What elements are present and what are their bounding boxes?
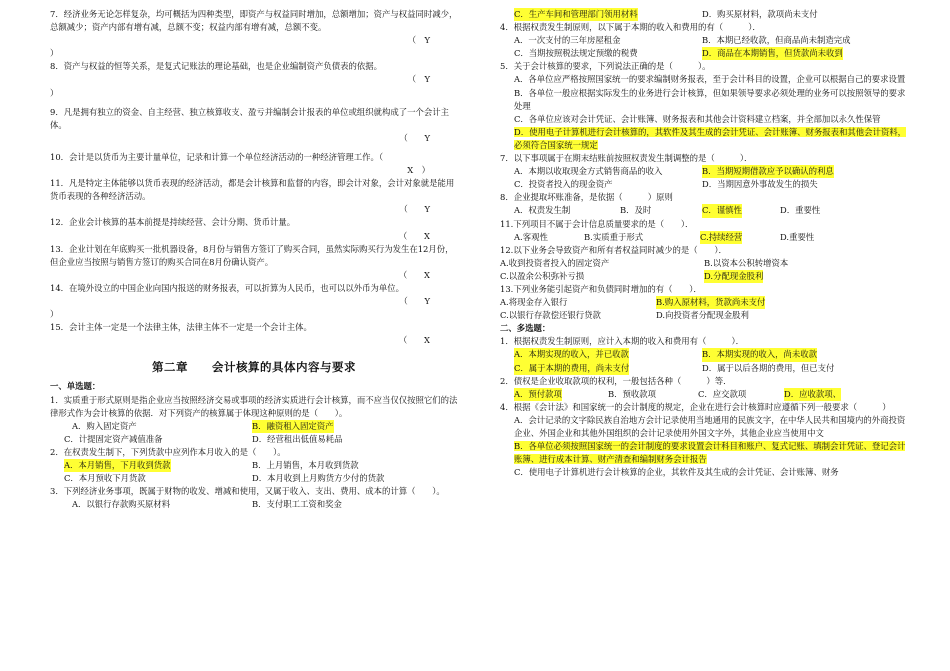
option-c: C．当期按照税法规定预缴的税费 — [514, 48, 638, 59]
option-b: B．本期实现的收入，尚未收款 — [702, 348, 817, 361]
tf-question-8: 8．资产与权益的恒等关系，是复式记账法的理论基础，也是企业编制资产负债表的依据。 — [50, 61, 382, 72]
option-a: A.收到投资者投入的固定资产 — [500, 257, 610, 268]
tf-question-9: 9．凡是拥有独立的资金、自主经营、独立核算收支、盈亏并编制会计报表的单位或组织就构成了一个会计主体。 — [50, 106, 449, 130]
sc-12-options-ab — [500, 257, 908, 270]
sc-5-option-c: C．各单位应该对会计凭证、会计账簿、财务报表和其他会计资料建立档案，并全部加以永久性保管 — [514, 113, 881, 124]
tf-question-13: 13．企业计划在年底购买一批机器设备，8月份与销售方签订了购买合同，虽然实际购买行为发生在12月份，但企业应当按照与销售方签订的购买合同在8月份确认资产。 — [50, 243, 454, 267]
mc-4-option-b: B．各单位必须按照国家统一的会计制度的要求设置会计科目和账户、复式记账、填制会计凭证、登记会计账簿、进行成本计算、财产清查和编制财务会计报告 — [514, 441, 906, 465]
sc-question-7: 7．以下事项属于在期末结账前按照权责发生制调整的是（ ）． — [500, 153, 753, 164]
option-d: D.向投资者分配现金股利 — [656, 310, 749, 321]
mc-1-options-cd — [500, 362, 908, 375]
mc-1-options-ab — [500, 348, 908, 361]
tf-question-15: 15．会计主体一定是一个法律主体，法律主体不一定是一个会计主体。 — [50, 322, 312, 333]
option-c: C．生产车间和管理部门领用材料 — [514, 8, 638, 21]
sc-13-options-ab — [500, 296, 908, 309]
option-c: C．本月预收下月货款 — [64, 473, 146, 484]
tf-question-10: 10．会计是以货币为主要计量单位，记录和计算一个单位经济活动的一种经济管理工作。（ — [50, 151, 384, 162]
option-a: A．本期以收取现金方式销售商品的收入 — [514, 166, 663, 177]
option-a: A．权责发生制 — [514, 205, 571, 216]
tf-answer-11: （ Y — [399, 204, 430, 215]
option-b: B.购入原材料，货款尚未支付 — [656, 296, 765, 309]
option-b: B．支付职工工资和奖金 — [252, 499, 342, 510]
option-d: D．属于以后各期的费用，但已支付 — [702, 362, 835, 373]
tf-question-14: 14．在境外设立的中国企业向国内报送的财务报表，可以折算为人民币，也可以以外币为单位。 — [50, 282, 405, 293]
option-b: B．融资租入固定资产 — [252, 420, 334, 433]
sc-1-options-cd — [50, 433, 458, 446]
mc-2-options — [500, 388, 908, 401]
section-single-choice: 一、单选题： — [50, 381, 101, 392]
tf-answer-12: （ X — [398, 230, 430, 241]
sc-question-12: 12.以下业务会导致资产和所有者权益同时减少的是（ ）． — [500, 244, 727, 255]
option-d: D．当期因意外事故发生的损失 — [702, 179, 818, 190]
option-c: C．谨慎性 — [702, 204, 742, 217]
tf-answer-8: （ Y — [407, 74, 430, 85]
option-b: B.以资本公积转增资本 — [704, 257, 789, 268]
option-a: A．本月销售，下月收到货款 — [64, 459, 171, 472]
option-d: D．重要性 — [780, 205, 821, 216]
tf-question-7: 7．经济业务无论怎样复杂，均可概括为四种类型，即资产与权益同时增加，总额增加；资产与权益同时减少，总额减少；资产内部有增有减，总额不变；权益内部有增有减，总额不变。 — [50, 9, 458, 33]
left-column — [50, 8, 458, 511]
mc-4-option-a: A．会计记录的文字除民族自治地方会计记录使用当地通用的民族文字，在中华人民共和国境内的外商投资企业、外国企业和其他外国组织的会计记录使用外国文字外，其他企业应当使用中文 — [514, 414, 906, 438]
sc-7-options-ab — [500, 165, 908, 178]
option-a: A．购入固定资产 — [72, 420, 137, 431]
tf-answer-9: （ Y — [399, 132, 430, 143]
sc-question-13: 13.下列业务能引起资产和负债同时增加的有（ ）． — [500, 283, 702, 294]
tf-answer-13: （ X — [398, 269, 430, 280]
sc-11-options — [500, 231, 908, 244]
option-b: B．上月销售，本月收到货款 — [252, 460, 359, 470]
sc-4-options-cd — [500, 47, 908, 60]
sc-5-option-b: B．各单位一般应根据实际发生的业务进行会计核算，但如果领导要求必须处理的业务可以按照领导的要求处理 — [514, 87, 906, 111]
sc-5-option-d: D．使用电子计算机进行会计核算的，其软件及其生成的会计凭证、会计账簿、财务报表和其他会计资料，必须符合国家统一规定 — [514, 126, 906, 150]
sc-question-8: 8．企业提取坏账准备，是依据（ ）原则 — [500, 192, 673, 203]
option-c: C．投资者投入的现金资产 — [514, 179, 613, 190]
option-d: D.重要性 — [780, 231, 815, 242]
tf-answer-7: （ Y — [407, 35, 430, 46]
option-a: A．本期实现的收入，并已收款 — [514, 348, 629, 361]
tf-answer-14: （ Y — [399, 295, 430, 306]
tf-answer-10: X ） — [407, 165, 430, 176]
sc-4-options-ab — [500, 34, 908, 47]
option-b: B．当期短期借款应予以确认的利息 — [702, 165, 834, 178]
right-column — [500, 8, 908, 479]
sc-2-options-cd — [50, 472, 458, 485]
tf-answer-14-close: ） — [50, 309, 59, 320]
sc-question-2: 2．在权责发生制下，下列货款中应列作本月收入的是（ ）。 — [50, 446, 286, 457]
tf-answer-15: （ X — [398, 335, 430, 346]
sc-1-options-ab — [50, 420, 458, 433]
option-d: D．购买原材料，款项尚未支付 — [702, 9, 818, 19]
option-a: A.客观性 — [514, 231, 548, 242]
option-d: D．本月收到上月购货方少付的货款 — [252, 473, 385, 484]
option-a: A.将现金存入银行 — [500, 297, 568, 308]
sc-7-options-cd — [500, 178, 908, 191]
option-b: B．预收款项 — [608, 388, 657, 399]
mc-question-2: 2．债权是企业收取款项的权利，一般包括各种（ ）等． — [500, 375, 732, 386]
section-multiple-choice: 二、多选题： — [500, 323, 551, 334]
option-d: D．经营租出低值易耗品 — [252, 433, 343, 444]
option-d: D.分配现金股利 — [704, 270, 763, 283]
option-c: C．计提固定资产减值准备 — [64, 433, 163, 444]
option-b: B.实质重于形式 — [584, 231, 644, 242]
tf-answer-7-close: ） — [50, 48, 59, 59]
sc-2-options-ab — [50, 459, 458, 472]
option-c: C.以盈余公积弥补亏损 — [500, 270, 585, 281]
tf-answer-8-close: ） — [50, 87, 59, 98]
sc-question-11: 11.下列项目不属于会计信息质量要求的是（ ）． — [500, 218, 694, 229]
sc-question-1: 1．实质重于形式原则是指企业应当按照经济交易或事项的经济实质进行会计核算，而不应当仅仅按照它们的法律形式作为会计核算的依据．对下列资产的核算属于体现这种原则的是（ ）。 — [50, 394, 458, 418]
chapter-title: 第二章 会计核算的具体内容与要求 — [152, 360, 356, 375]
sc-3-options-cd — [500, 8, 908, 21]
sc-3-options-ab — [50, 498, 458, 511]
sc-13-options-cd — [500, 309, 908, 322]
option-c: C.以银行存款偿还银行贷款 — [500, 310, 601, 321]
option-c: C．属于本期的费用，尚未支付 — [514, 362, 629, 375]
sc-12-options-cd — [500, 270, 908, 283]
mc-4-option-c: C．使用电子计算机进行会计核算的企业，其软件及其生成的会计凭证、会计账簿、财务 — [514, 467, 839, 478]
tf-question-12: 12．企业会计核算的基本前提是持续经营、会计分期、货币计量。 — [50, 217, 296, 228]
option-b: B．本期已经收款，但商品尚未制造完成 — [702, 35, 851, 46]
option-d: D．应收款项、 — [784, 388, 841, 401]
sc-question-4: 4．根据权责发生制原则，以下属于本期的收入和费用的有（ ）． — [500, 22, 761, 33]
option-d: D．商品在本期销售，但货款尚未收到 — [702, 47, 843, 60]
sc-question-5: 5．关于会计核算的要求，下列说法正确的是（ ）。 — [500, 61, 711, 72]
sc-5-option-a: A．各单位应严格按照国家统一的要求编制财务报表，至于会计科目的设置，企业可以根据自己的要求设置 — [514, 74, 906, 85]
option-a: A．以银行存款购买原材料 — [72, 499, 171, 510]
option-a: A．预付款项 — [514, 388, 562, 401]
sc-question-3: 3．下列经济业务事项，既属于财物的收发、增减和使用，又属于收入、支出、费用、成本的计算（ ）。 — [50, 486, 445, 497]
tf-question-11: 11．凡是特定主体能够以货币表现的经济活动，都是会计核算和监督的内容，即会计对象，会计对象就是能用货币表现的各种经济活动。 — [50, 178, 455, 202]
mc-question-4: 4．根据《会计法》和国家统一的会计制度的规定，企业在进行会计核算时应遵循下列一般要求（ ） — [500, 401, 891, 412]
option-c: C.持续经营 — [700, 231, 742, 244]
option-a: A．一次支付的三年房屋租金 — [514, 35, 621, 46]
option-b: B．及时 — [620, 205, 652, 216]
sc-8-options — [500, 204, 908, 217]
option-c: C．应交款项 — [698, 388, 747, 399]
mc-question-1: 1．根据权责发生制原则，应计入本期的收入和费用有（ ）． — [500, 336, 745, 347]
